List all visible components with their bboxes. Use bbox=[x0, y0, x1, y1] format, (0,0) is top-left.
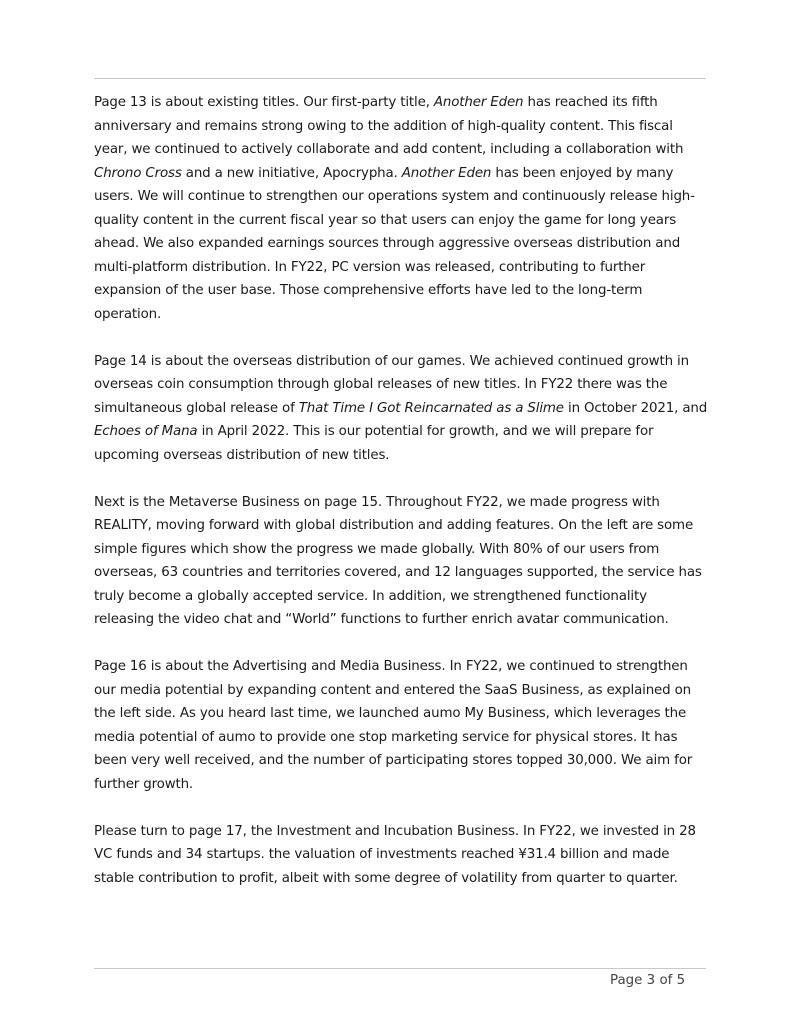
text-segment: in April 2022. This is our potential for growth, and we will prepare for upcoming overseas distribution of new titles. bbox=[94, 424, 654, 463]
game-title-another-eden: Another Eden bbox=[433, 95, 524, 110]
game-title-another-eden: Another Eden bbox=[401, 165, 492, 181]
text-segment: has been enjoyed by many users. We will continue to strengthen our operations system and continuously release high-quality content in the current fiscal year so that users can enjoy the game for long years ahead. We also expanded earnings sources through aggressive overseas distribution and multi-platform distribution. In FY22, PC version was released, contributing to further expansion of the user base. Those comprehensive efforts have led to the long-term operation. bbox=[94, 165, 695, 322]
paragraph-advertising-media-business bbox=[94, 655, 708, 796]
paragraph-metaverse-business bbox=[94, 491, 708, 632]
text-segment: Page 14 is about the overseas distribution of our games. We achieved continued growth in overseas coin consumption through global releases of new titles. In FY22 there was the simultaneous global release of bbox=[94, 353, 689, 416]
page-number: Page 3 of 5 bbox=[610, 973, 686, 988]
text-segment: Please turn to page 17, the Investment and Incubation Business. In FY22, we invested in 28 VC funds and 34 startups. the valuation of investments reached ¥31.4 billion and made stable contribution to profit, albeit with some degree of volatility from quarter to quarter. bbox=[94, 823, 696, 886]
game-title-echoes-of-mana: Echoes of Mana bbox=[94, 424, 198, 439]
game-title-slime: That Time I Got Reincarnated as a Slime bbox=[298, 400, 564, 416]
footer-divider bbox=[94, 968, 706, 969]
text-segment: has reached its fifth anniversary and remains strong owing to the addition of high-quality content. This fiscal year, we continued to actively collaborate and add content, including a collaboration with bbox=[94, 95, 684, 157]
header-divider bbox=[94, 78, 706, 79]
document-body bbox=[94, 91, 708, 914]
paragraph-overseas-distribution bbox=[94, 350, 708, 468]
text-segment: in October 2021, and bbox=[563, 400, 708, 416]
game-title-chrono-cross: Chrono Cross bbox=[94, 165, 182, 181]
text-segment: Page 13 is about existing titles. Our first-party title, bbox=[94, 95, 434, 110]
text-segment: and a new initiative, Apocrypha. bbox=[181, 165, 402, 181]
paragraph-existing-titles bbox=[94, 91, 708, 326]
paragraph-investment-incubation-business bbox=[94, 820, 708, 891]
text-segment: Next is the Metaverse Business on page 15. Throughout FY22, we made progress with REALITY, moving forward with global distribution and adding features. On the left are some simple figures which show the progress we made globally. With 80% of our users from overseas, 63 countries and territories covered, and 12 languages supported, the service has truly become a globally accepted service. In addition, we strengthened functionality releasing the video chat and “World” functions to further enrich avatar communication. bbox=[94, 494, 702, 627]
text-segment: Page 16 is about the Advertising and Media Business. In FY22, we continued to strengthen our media potential by expanding content and entered the SaaS Business, as explained on the left side. As you heard last time, we launched aumo My Business, which leverages the media potential of aumo to provide one stop marketing service for physical stores. It has been very well received, and the number of participating stores topped 30,000. We aim for further growth. bbox=[94, 659, 693, 792]
